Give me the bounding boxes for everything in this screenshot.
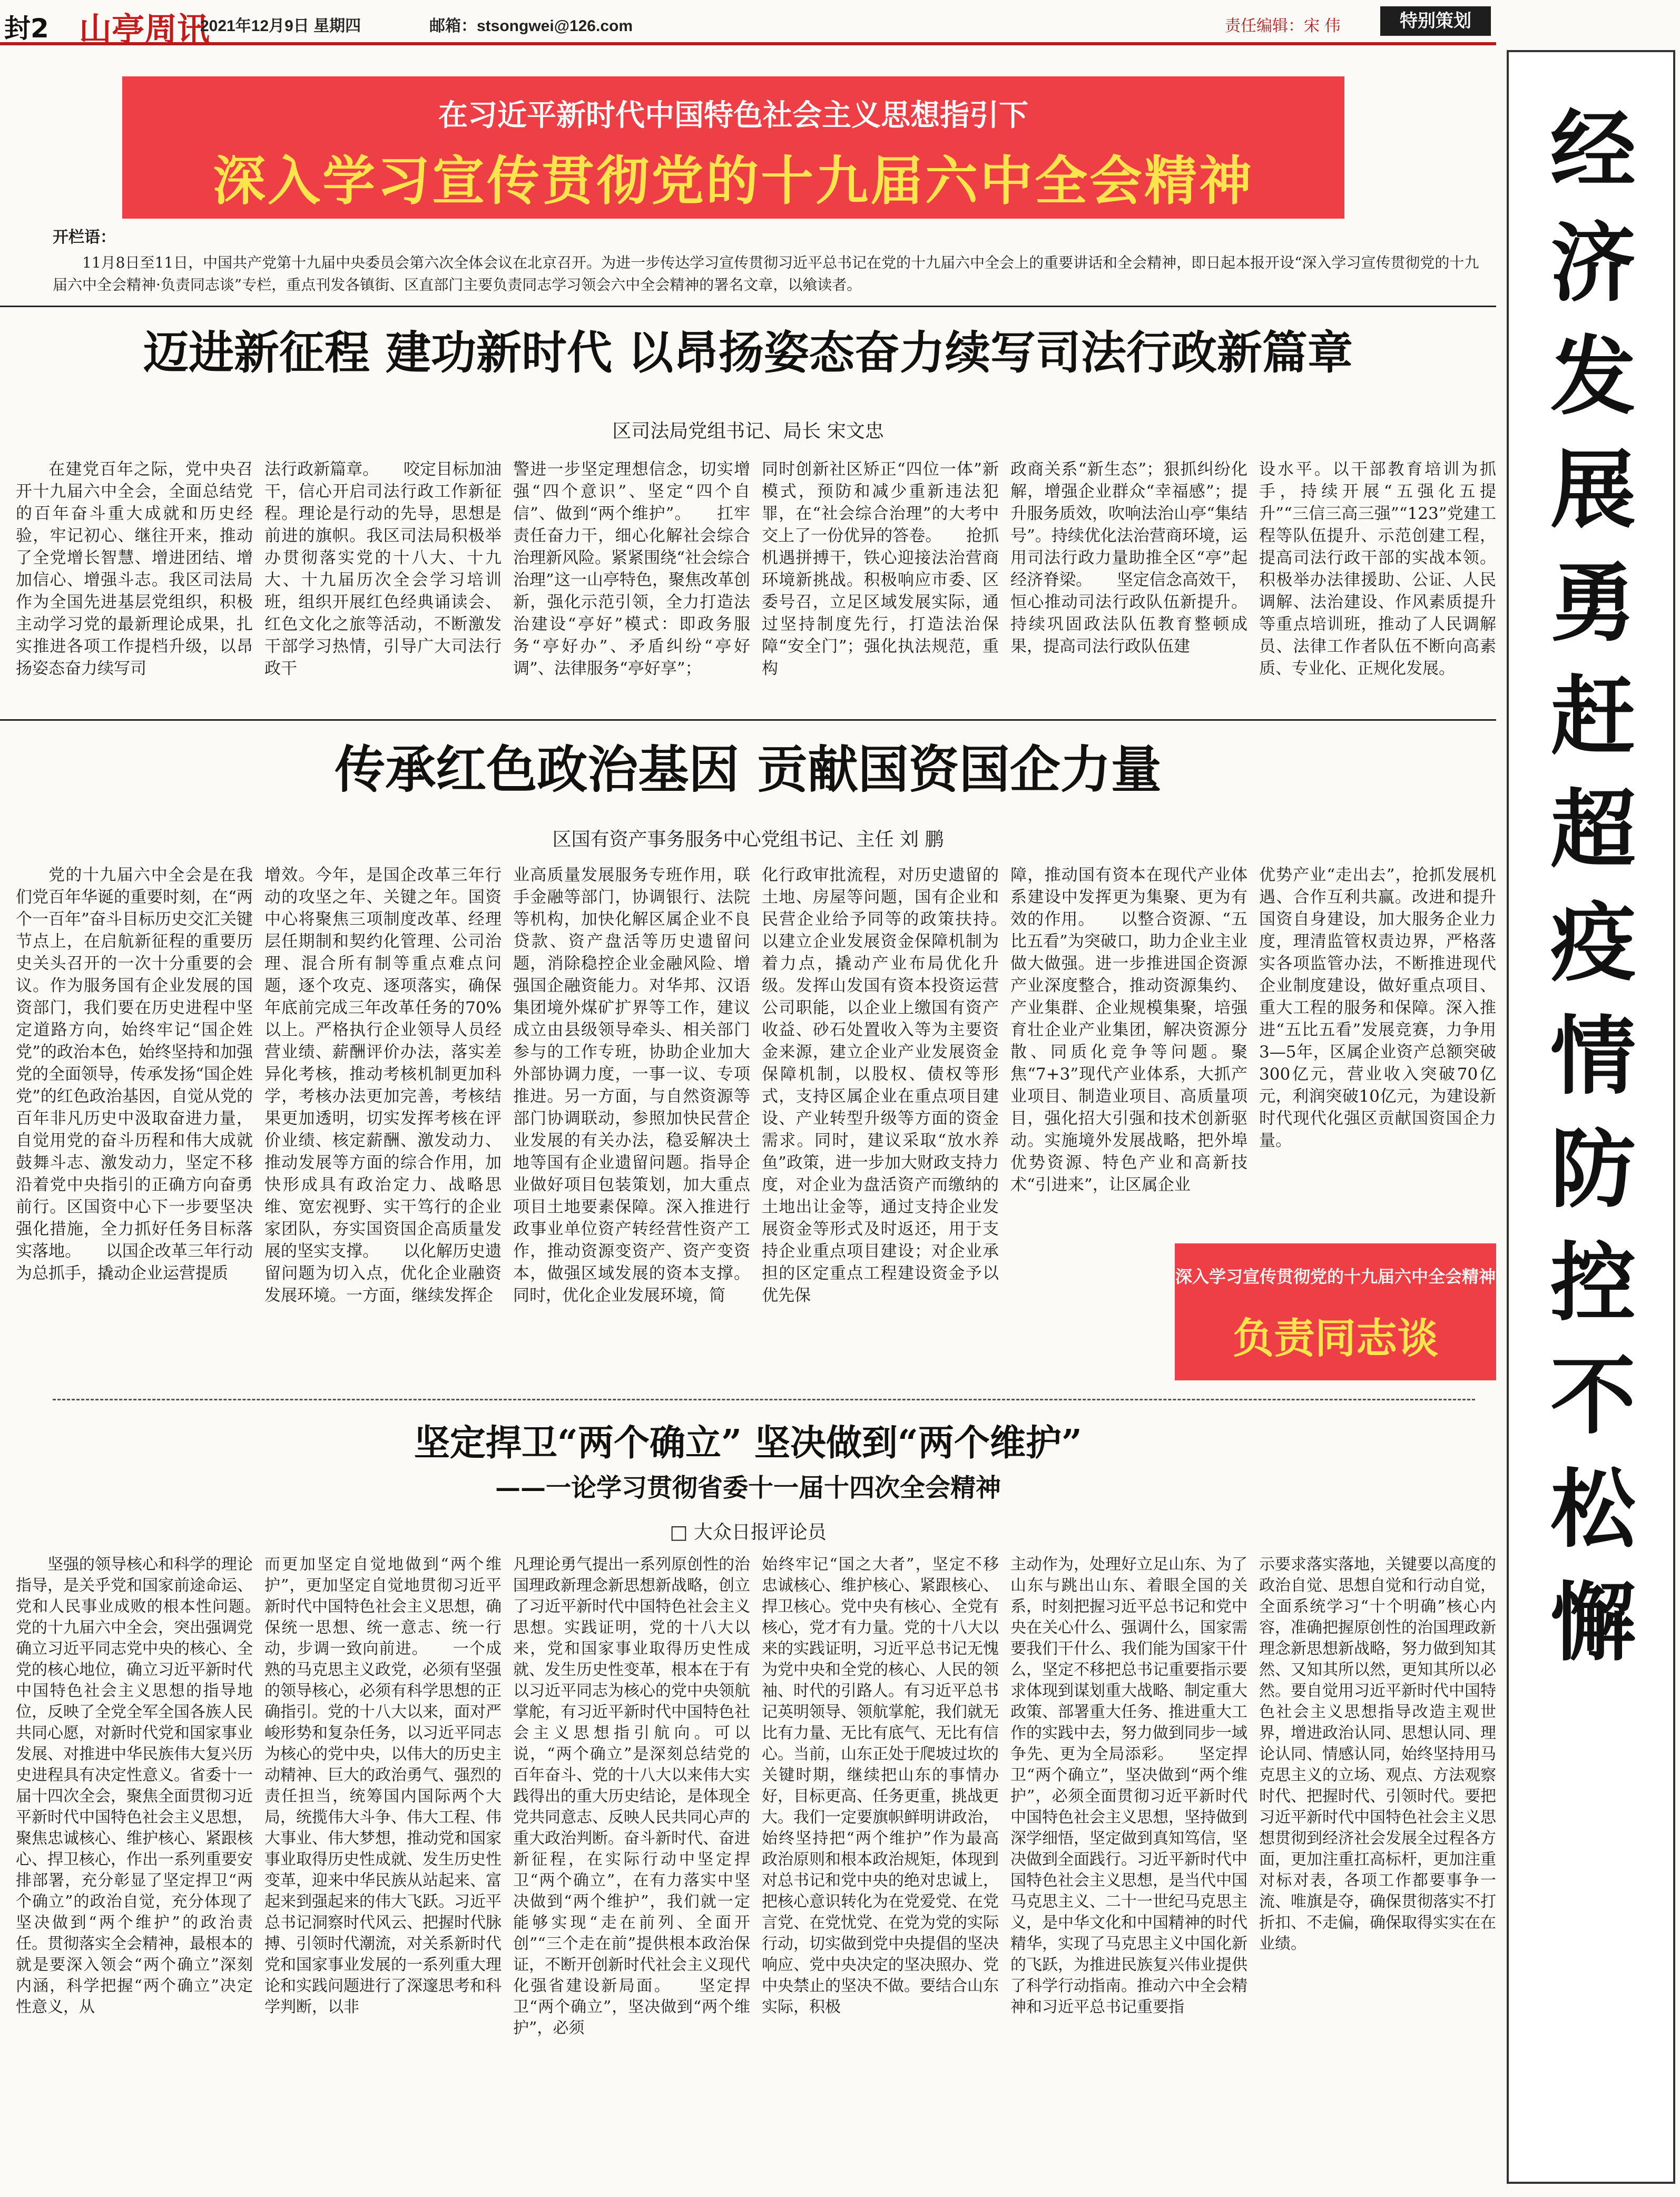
- article2-column: 党的十九届六中全会是在我们党百年华诞的重要时刻，在“两个一百年”奋斗目标历史交汇关键节点上，在启航新征程的重要历史关头召开的一次十分重要的会议。作为服务国有企业发展的国资部门，我们要在历史进程中坚定道路方向，始终牢记“国企姓党”的政治本色，始终坚持和加强党的全面领导，传承发扬“国企姓党”的红色政治基因，自觉从党的百年非凡历史中汲取奋进力量，自觉用党的奋斗历程和伟大成就鼓舞斗志、激发动力，坚定不移沿着党中央指引的正确方向奋勇前行。区国资中心下一步要坚决强化措施，全力抓好任务目标落实落地。 以国企改革三年行动为总抓手，撬动企业运营提质: [16, 866, 253, 1283]
- article1-column: 警进一步坚定理想信念，切实增强“四个意识”、坚定“四个自信”、做到“两个维护”。 扛牢责任奋力干，细心化解社会综合治理新风险。紧紧围绕“社会综合治理”这一山亭特色，聚焦改革创新，强化示范引领，全力打造法治建设“亭好”模式：即政务服务“亭好办”、矛盾纠纷“亭好调”、法律服务“亭好享”；: [513, 460, 750, 678]
- article1-column: 在建党百年之际，党中央召开十九届六中全会，全面总结党的百年奋斗重大成就和历史经验，牢记初心、继往开来，推动了全党增长智慧、增进团结、增加信心、增强斗志。我区司法局作为全国先进基层党组织，积极主动学习党的最新理论成果，扎实推进各项工作提档升级，以昂扬姿态奋力续写司: [16, 460, 253, 678]
- side-slogan: 经济发展勇赶超疫情防控不松懈: [1550, 101, 1636, 1673]
- article1-byline: 区司法局党组书记、局长 宋文忠: [612, 420, 884, 442]
- article3-subtitle: ——一论学习贯彻省委十一届十四次全会精神: [495, 1473, 1001, 1503]
- article3-column: 坚强的领导核心和科学的理论指导，是关乎党和国家前途命运、党和人民事业成败的根本性问题。 党的十九届六中全会，突出强调党确立习近平同志党中央的核心、全党的核心地位，确立习近平新时代中国特色社会主义思想的指导地位，反映了全党全军全国各族人民共同心愿，对新时代党和国家事业发展、对推进中华民族伟大复兴历史进程具有决定性意义。省委十一届十四次全会，聚焦全面贯彻习近平新时代中国特色社会主义思想，聚焦忠诚核心、维护核心、紧跟核心、捍卫核心，作出一系列重要安排部署，充分彰显了坚定捍卫“两个确立”的政治自觉，充分体现了坚决做到“两个维护”的政治责任。贯彻落实全会精神，最根本的就是要深入领会“两个确立”深刻内涵，科学把握“两个确立”决定性意义，从: [16, 1555, 253, 2016]
- page-number: 封2: [4, 13, 49, 44]
- article1-column: 法行政新篇章。 咬定目标加油干，信心开启司法行政工作新征程。理论是行动的先导，思想是前进的旗帜。我区司法局积极举办贯彻落实党的十八大、十九大、十九届历次全会学习培训班，组织开展红色经典诵读会、红色文化之旅等活动，不断激发干部学习热情，引导广大司法行政干: [264, 460, 502, 678]
- article3-title: 坚定捍卫“两个确立” 坚决做到“两个维护”: [414, 1422, 1083, 1464]
- banner-subtitle: 在习近平新时代中国特色社会主义思想指引下: [438, 99, 1028, 133]
- article3-column: 始终牢记“国之大者”，坚定不移忠诚核心、维护核心、紧跟核心、捍卫核心。党中央有核心、全党有核心，党才有力量。党的十八大以来的实践证明，习近平总书记无愧为党中央和全党的核心、人民的领袖、时代的引路人。有习近平总书记英明领导、领航掌舵，我们就无比有力量、无比有底气、无比有信心。当前，山东正处于爬坡过坎的关键时期，继续把山东的事情办好，目标更高、任务更重，挑战更大。我们一定要旗帜鲜明讲政治，始终坚持把“两个维护”作为最高政治原则和根本政治规矩，体现到对总书记和党中央的绝对忠诚上，把核心意识转化为在党爱党、在党言党、在党忧党、在党为党的实际行动，切实做到党中央提倡的坚决响应、党中央决定的坚决照办、党中央禁止的坚决不做。要结合山东实际，积极: [762, 1555, 999, 2016]
- article1-body: [16, 458, 1496, 711]
- column-intro-label: 开栏语：: [53, 228, 116, 247]
- article2-column: 化行政审批流程，对历史遗留的土地、房屋等问题，国有企业和民营企业给予同等的政策扶持。 以建立企业发展资金保障机制为着力点，撬动产业布局优化升级。发挥山发国有资本投资运营公司职能，以企业上缴国有资产收益、砂石处置收入等为主要资金来源，建立企业产业发展资金保障机制，以股权、债权等形式，支持区属企业在重点项目建设、产业转型升级等方面的资金需求。同时，建议采取“放水养鱼”政策，进一步加大财政支持力度，对企业为盘活资产而缴纳的土地出让金等，通过支持企业发展资金等形式及时返还，用于支持企业重点项目建设；对企业承担的区定重点工程建设资金予以优先保: [762, 866, 999, 1305]
- article2-column: 增效。今年，是国企改革三年行动的攻坚之年、关键之年。国资中心将聚焦三项制度改革、经理层任期制和契约化管理、公司治理、混合所有制等重点难点问题，逐个攻克、逐项落实，确保年底前完成三年改革任务的70%以上。严格执行企业领导人员经营业绩、薪酬评价办法，落实差异化考核，推动考核机制更加科学，考核办法更加完善，考核结果更加透明，切实发挥考核在评价业绩、核定薪酬、激发动力、推动发展等方面的综合作用，加快形成具有政治定力、战略思维、宽宏视野、实干笃行的企业家团队，夯实国资国企高质量发展的坚实支撑。 以化解历史遗留问题为切入点，优化企业融资发展环境。一方面，继续发挥企: [264, 866, 502, 1305]
- article2-column: 障，推动国有资本在现代产业体系建设中发挥更为集聚、更为有效的作用。 以整合资源、“五比五看”为突破口，助力企业主业做大做强。进一步推进国企资源产业深度整合，推动资源集约、产业集群、企业规模集聚，培强育壮企业产业集团，解决资源分散、同质化竞争等问题。聚焦“7+3”现代产业体系，大抓产业项目、制造业项目、高质量项目，强化招大引强和技术创新驱动。实施境外发展战略，把外埠优势资源、特色产业和高新技术“引进来”，让区属企业: [1010, 866, 1247, 1194]
- article3-column: 而更加坚定自觉地做到“两个维护”，更加坚定自觉地贯彻习近平新时代中国特色社会主义思想，确保统一思想、统一意志、统一行动，步调一致向前进。 一个成熟的马克思主义政党，必须有坚强的领导核心，必须有科学思想的正确指引。党的十八大以来，面对严峻形势和复杂任务，以习近平同志为核心的党中央，以伟大的历史主动精神、巨大的政治勇气、强烈的责任担当，统筹国内国际两个大局，统揽伟大斗争、伟大工程、伟大事业、伟大梦想，推动党和国家事业取得历史性成就、发生历史性变革，迎来中华民族从站起来、富起来到强起来的伟大飞跃。习近平总书记洞察时代风云、把握时代脉搏、引领时代潮流，对关系新时代党和国家事业发展的一系列重大理论和实践问题进行了深邃思考和科学判断，以非: [264, 1555, 502, 2016]
- banner-title: 深入学习宣传贯彻党的十九届六中全会精神: [213, 150, 1254, 212]
- section-tag: 特别策划: [1380, 6, 1491, 36]
- divider: [0, 719, 1496, 721]
- promo-line2: 负责同志谈: [1232, 1315, 1438, 1362]
- article3-column: 凡理论勇气提出一系列原创性的治国理政新理念新思想新战略，创立了习近平新时代中国特色社会主义思想。实践证明，党的十八大以来，党和国家事业取得历史性成就、发生历史性变革，根本在于有以习近平同志为核心的党中央领航掌舵，有习近平新时代中国特色社会主义思想指引航向。可以说，“两个确立”是深刻总结党的百年奋斗、党的十八大以来伟大实践得出的重大历史结论，是体现全党共同意志、反映人民共同心声的重大政治判断。奋斗新时代、奋进新征程，在实际行动中坚定捍卫“两个确立”，在有力落实中坚决做到“两个维护”，我们就一定能够实现“走在前列、全面开创”“三个走在前”提供根本政治保证，不断开创新时代社会主义现代化强省建设新局面。 坚定捍卫“两个确立”，坚决做到“两个维护”，必须: [513, 1555, 750, 2037]
- article3-byline: □ 大众日报评论员: [670, 1522, 827, 1543]
- article1-column: 政商关系“新生态”；狠抓纠纷化解，增强企业群众“幸福感”；提升服务质效，吹响法治山亭“集结号”。持续优化法治营商环境，运用司法行政力量助推全区“亭”起经济脊梁。 坚定信念高效干，恒心推动司法行政队伍新提升。持续巩固政法队伍教育整顿成果，提高司法行政队伍建: [1010, 460, 1247, 656]
- column-promo-box: [1175, 1243, 1496, 1380]
- article1-column: 设水平。以干部教育培训为抓手，持续开展“五强化五提升”“三信三高三强”“123”党建工程等队伍提升、示范创建工程，提高司法行政干部的实战本领。积极举办法律援助、公证、人民调解、法治建设、作风素质提升等重点培训班，推动了人民调解员、法律工作者队伍不断向高素质、专业化、正规化发展。: [1259, 460, 1496, 678]
- editor-credit: 责任编辑：宋 伟: [1225, 17, 1341, 35]
- feature-banner: [122, 76, 1344, 219]
- contact-email: 邮箱：stsongwei@126.com: [429, 17, 633, 35]
- article2-column: 业高质量发展服务专班作用，联手金融等部门，协调银行、法院等机构，加快化解区属企业不良贷款、资产盘活等历史遗留问题，消除稳控企业金融风险、增强国企融资能力。对华邦、汉语集团境外煤矿扩界等工作，建议成立由县级领导牵头、相关部门参与的工作专班，协助企业加大外部协调力度，一事一议、专项推进。另一方面，与自然资源等部门协调联动，参照加快民营企业发展的有关办法，稳妥解决土地等国有企业遗留问题。指导企业做好项目包装策划，加大重点项目土地要素保障。深入推进行政事业单位资产转经营性资产工作，推动资源变资产、资产变资本，做强区域发展的资本支撑。同时，优化企业发展环境，简: [513, 866, 750, 1305]
- issue-date: 2021年12月9日 星期四: [200, 17, 361, 35]
- promo-line1: 深入学习宣传贯彻党的十九届六中全会精神: [1175, 1267, 1496, 1287]
- article1-column: 同时创新社区矫正“四位一体”新模式，预防和减少重新违法犯罪，在“社会综合治理”的大考中交上了一份优异的答卷。 抢抓机遇拼搏干，铁心迎接法治营商环境新挑战。积极响应市委、区委号召，立足区域发展实际，通过坚持制度先行，打造法治保障“安全门”；强化执法规范，重构: [762, 460, 999, 678]
- article3-column: 示要求落实落地，关键要以高度的政治自觉、思想自觉和行动自觉，全面系统学习“十个明确”核心内容，准确把握原创性的治国理政新理念新思想新战略，努力做到知其然、又知其所以然，更知其所以必然。要自觉用习近平新时代中国特色社会主义思想指导改造主观世界，增进政治认同、思想认同、理论认同、情感认同，始终坚持用马克思主义的立场、观点、方法观察时代、把握时代、引领时代。要把习近平新时代中国特色社会主义思想贯彻到经济社会发展全过程各方面，更加注重扛高标杆，更加注重对标对表，各项工作都要事争一流、唯旗是夺，确保贯彻落实不打折扣、不走偏，确保取得实实在在业绩。: [1259, 1555, 1496, 1953]
- article2-column: 优势产业“走出去”，抢抓发展机遇、合作互利共赢。改进和提升国资自身建设，加大服务企业力度，理清监管权责边界，严格落实各项监管办法，不断推进现代企业制度建设，做好重点项目、重大工程的服务和保障。深入推进“五比五看”发展竞赛，力争用3—5年，区属企业资产总额突破300亿元，营业收入突破70亿元，利润突破10亿元，为建设新时代现代化强区贡献国资国企力量。: [1259, 866, 1496, 1150]
- article3-body: [16, 1554, 1496, 2186]
- column-intro-text: 11月8日至11日，中国共产党第十九届中央委员会第六次全体会议在北京召开。为进一步传达学习宣传贯彻习近平总书记在党的十九届六中全会上的重要讲话和全会精神，即日起本报开设“深入学习宣传贯彻党的十九届六中全会精神·负责同志谈”专栏，重点刊发各镇街、区直部门主要负责同志学习领会六中全会精神的署名文章，以飨读者。: [53, 254, 1479, 293]
- article2-title: 传承红色政治基因 贡献国资国企力量: [335, 740, 1162, 799]
- article3-column: 主动作为，处理好立足山东、为了山东与跳出山东、着眼全国的关系，时刻把握习近平总书记和党中央在关心什么、强调什么，国家需要我们干什么、我们能为国家干什么，坚定不移把总书记重要指示要求体现到谋划重大战略、制定重大政策、部署重大任务、推进重大工作的实践中去，努力做到同步一域争先、更为全局添彩。 坚定捍卫“两个确立”，坚决做到“两个维护”，必须全面贯彻习近平新时代中国特色社会主义思想，坚持做到深学细悟，坚定做到真知笃信，坚决做到全面践行。习近平新时代中国特色社会主义思想，是当代中国马克思主义、二十一世纪马克思主义，是中华文化和中国精神的时代精华，实现了马克思主义中国化新的飞跃，为推进民族复兴伟业提供了科学行动指南。推动六中全会精神和习近平总书记重要指: [1010, 1555, 1247, 2016]
- newspaper-brand: 山亭周讯: [79, 10, 210, 48]
- side-slogan-box: [1507, 50, 1675, 2184]
- article1-title: 迈进新征程 建功新时代 以昂扬姿态奋力续写司法行政新篇章: [143, 327, 1353, 379]
- dashed-divider: [53, 1399, 1475, 1400]
- article2-byline: 区国有资产事务服务中心党组书记、主任 刘 鹏: [552, 829, 944, 850]
- divider: [0, 306, 1496, 307]
